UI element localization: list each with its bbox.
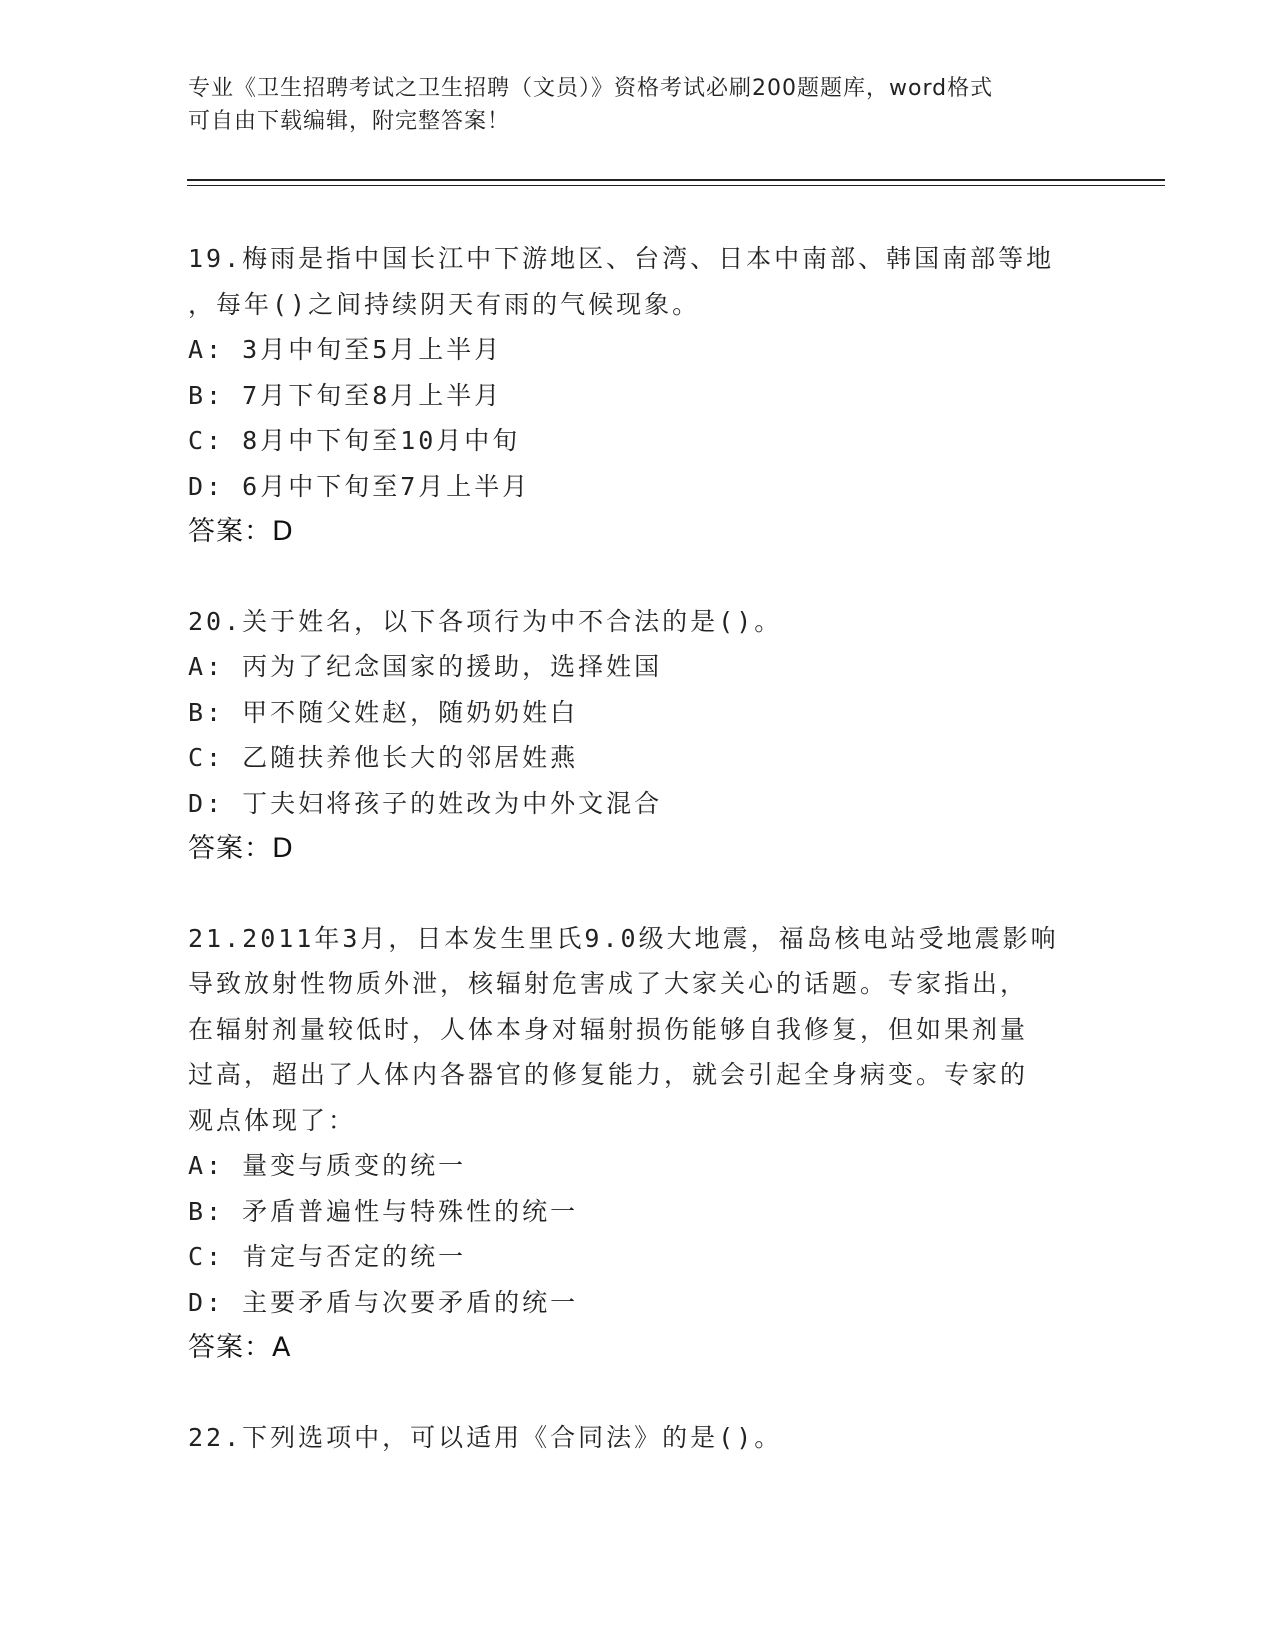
question-stem: 21.2011年3月，日本发生里氏9.0级大地震，福岛核电站受地震影响 (188, 923, 1059, 953)
option-a: A: 量变与质变的统一 (188, 1151, 467, 1180)
question-stem: 过高，超出了人体内各器官的修复能力，就会引起全身病变。专家的 (188, 1060, 1029, 1089)
answer-label: 答案：D (188, 833, 294, 864)
answer-label: 答案：D (188, 516, 294, 547)
option-d: D: 6月中下旬至7月上半月 (188, 471, 531, 501)
question-stem: 19.梅雨是指中国长江中下游地区、台湾、日本中南部、韩国南部等地 (188, 244, 1055, 273)
question-stem: 在辐射剂量较低时，人体本身对辐射损伤能够自我修复，但如果剂量 (188, 1014, 1029, 1044)
answer-label: 答案：A (188, 1332, 292, 1363)
question-22 (188, 1415, 1088, 1461)
question-stem: ，每年()之间持续阴天有雨的气候现象。 (188, 289, 701, 319)
question-stem: 20.关于姓名，以下各项行为中不合法的是()。 (188, 606, 783, 636)
header-line-2: 可自由下载编辑，附完整答案！ (188, 109, 511, 134)
header-rule-thick (187, 179, 1165, 181)
option-c: C: 乙随扶养他长大的邻居姓燕 (188, 743, 579, 772)
question-21 (188, 916, 1088, 1371)
option-a: A: 丙为了纪念国家的援助，选择姓国 (188, 652, 663, 681)
question-stem: 22.下列选项中，可以适用《合同法》的是()。 (188, 1422, 783, 1452)
option-b: B: 矛盾普遍性与特殊性的统一 (188, 1196, 579, 1226)
option-c: C: 8月中下旬至10月中旬 (188, 426, 521, 455)
option-b: B: 7月下旬至8月上半月 (188, 380, 503, 410)
header-rule-thin (187, 185, 1165, 186)
question-list (188, 236, 1088, 1504)
option-b: B: 甲不随父姓赵，随奶奶姓白 (188, 697, 579, 727)
question-stem: 导致放射性物质外泄，核辐射危害成了大家关心的话题。专家指出， (188, 969, 1029, 998)
question-19 (188, 236, 1088, 555)
option-a: A: 3月中旬至5月上半月 (188, 335, 503, 364)
question-stem: 观点体现了： (188, 1105, 357, 1135)
question-20 (188, 599, 1088, 872)
option-d: D: 主要矛盾与次要矛盾的统一 (188, 1287, 579, 1317)
document-header (188, 72, 1088, 138)
header-line-1: 专业《卫生招聘考试之卫生招聘（文员）》资格考试必刷200题题库，word格式 (188, 76, 994, 101)
option-d: D: 丁夫妇将孩子的姓改为中外文混合 (188, 788, 663, 818)
option-c: C: 肯定与否定的统一 (188, 1242, 467, 1271)
